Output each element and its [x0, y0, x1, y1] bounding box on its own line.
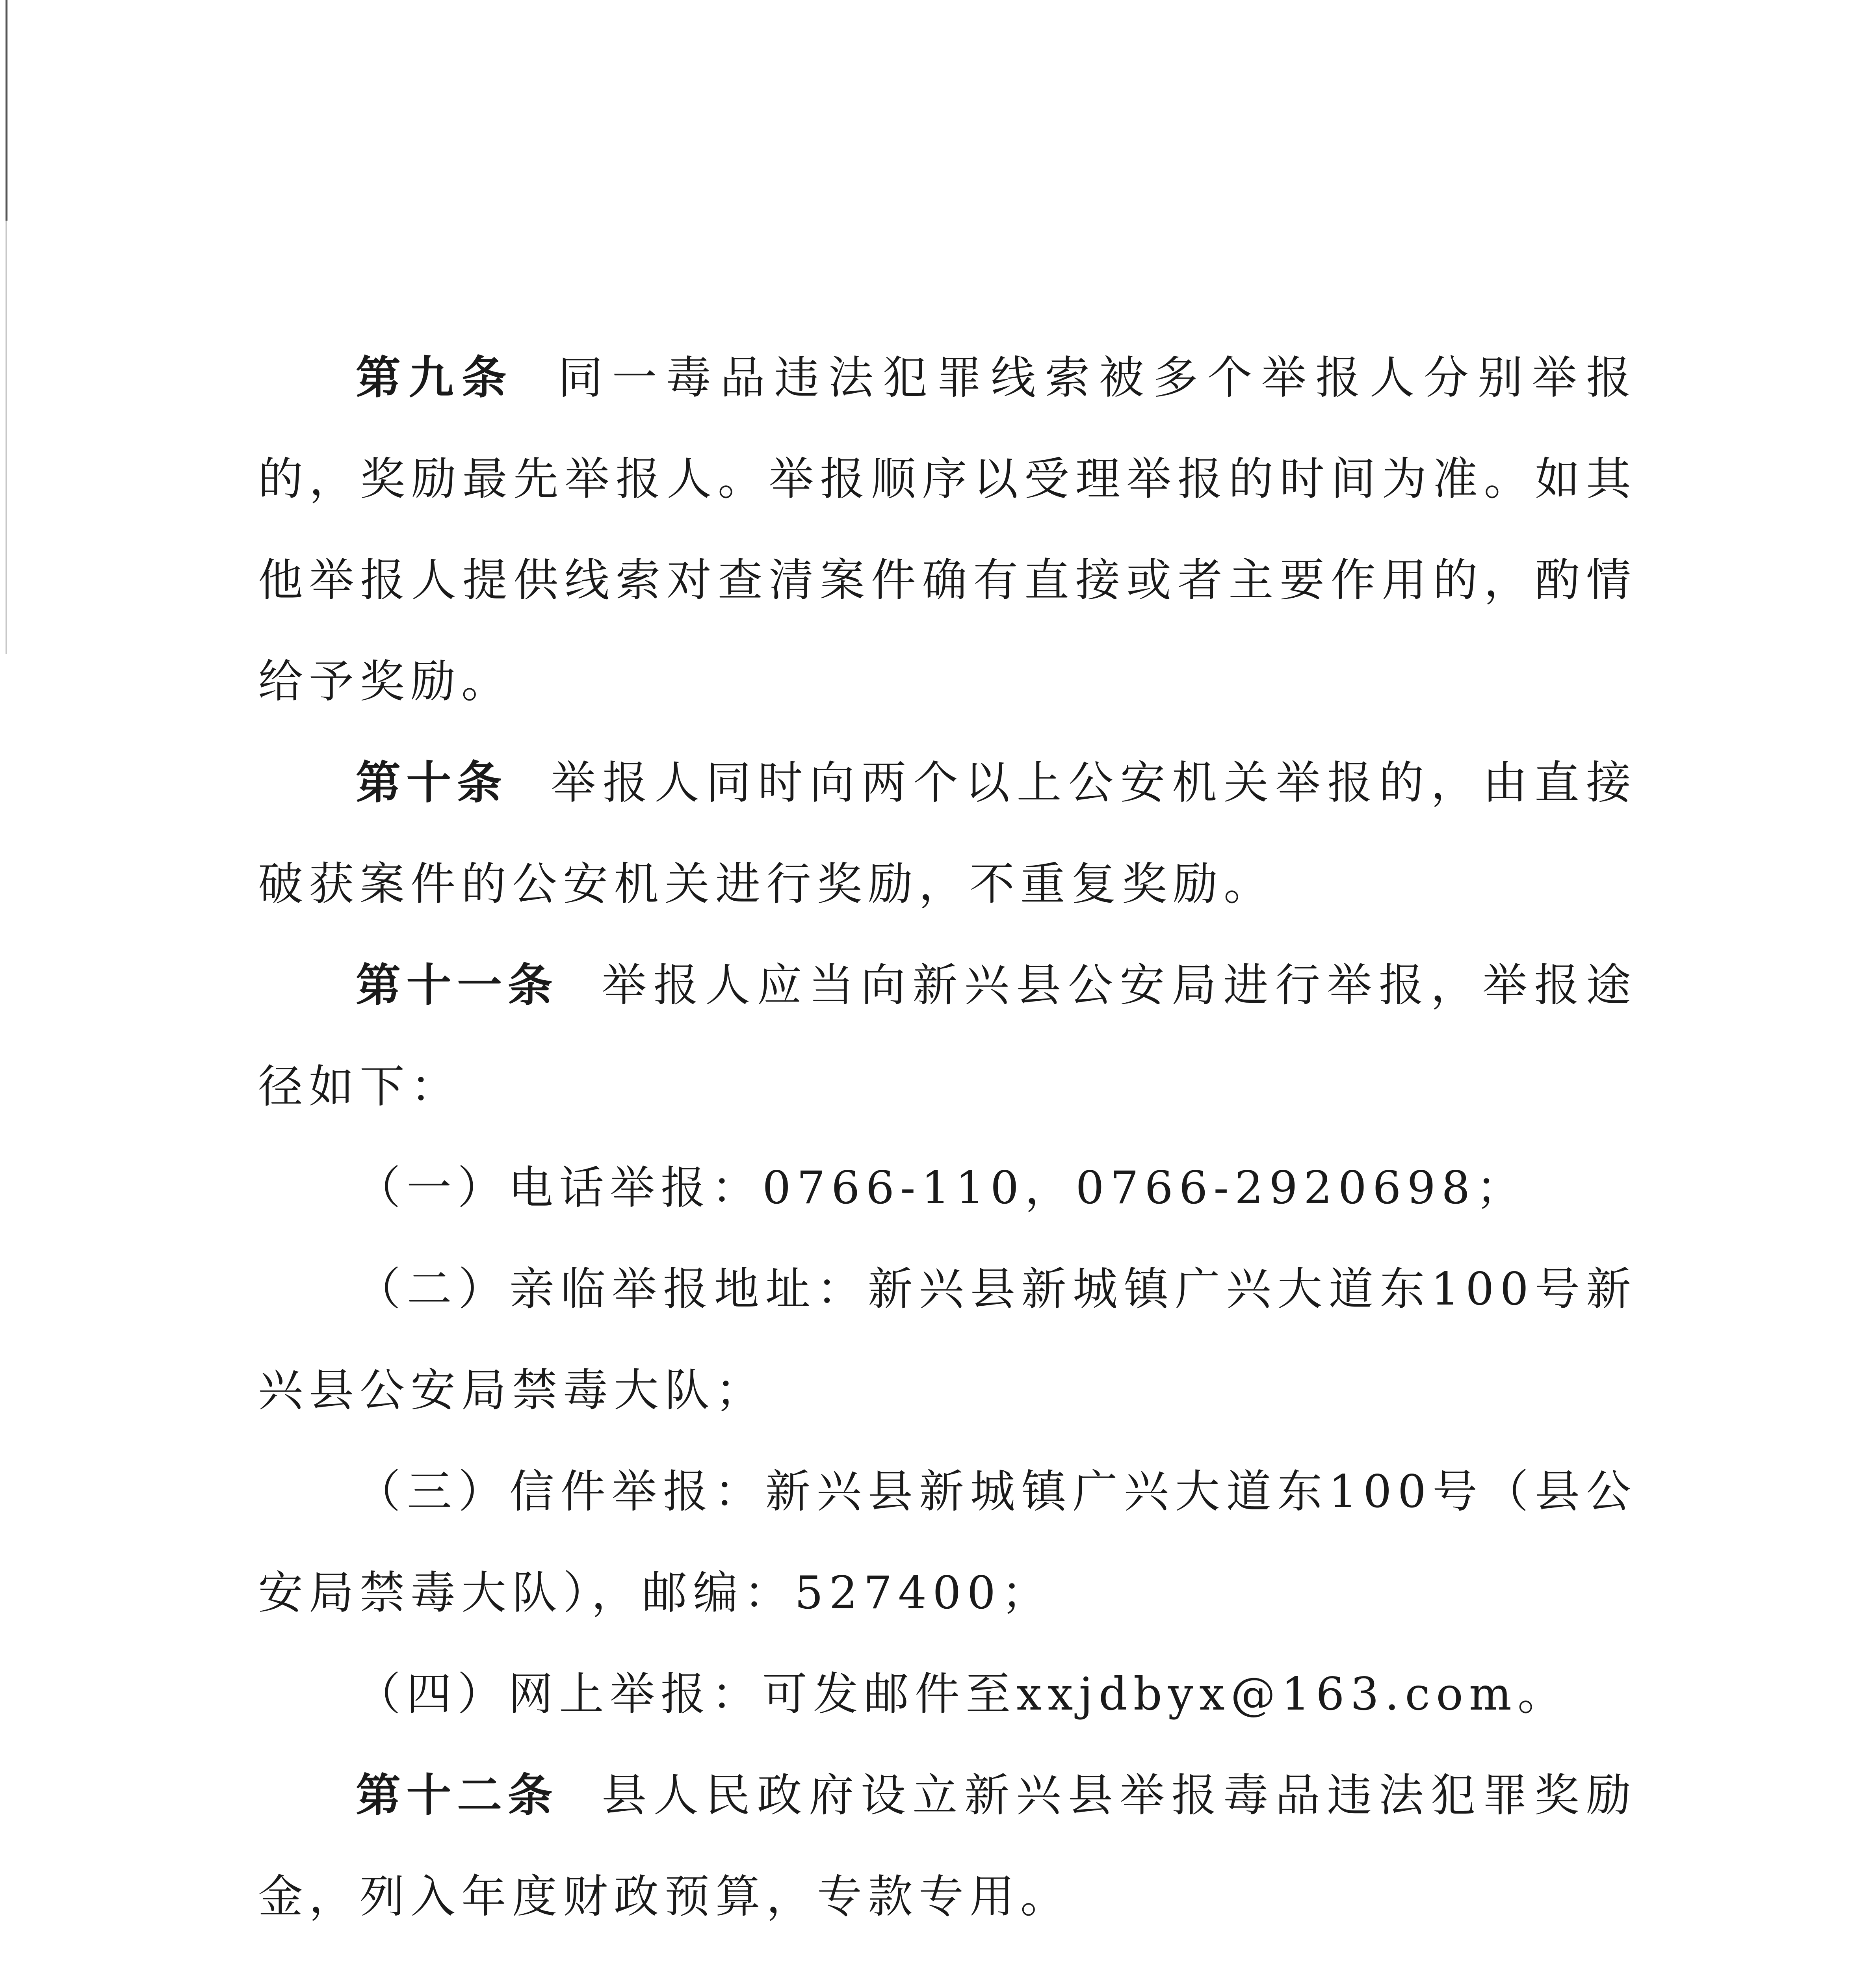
article-heading: 第十一条: [356, 959, 559, 1011]
report-method-letter: [258, 1441, 1637, 1643]
document-body: [258, 327, 1637, 1970]
article-text: 举报人同时向两个以上公安机关举报的，由直接破获案件的公安机关进行奖励，不重复奖励。: [258, 756, 1637, 910]
article-11: [258, 935, 1637, 1137]
article-text: 举报人应当向新兴县公安局进行举报，举报途径如下：: [258, 959, 1637, 1113]
article-13: [258, 1947, 1637, 1970]
article-text: 县人民政府设立新兴县举报毒品违法犯罪奖励金，列入年度财政预算，专款专用。: [258, 1769, 1637, 1923]
article-12: [258, 1745, 1637, 1947]
article-9: [258, 327, 1637, 732]
article-heading: 第十条: [356, 756, 508, 809]
report-method-phone: [258, 1137, 1637, 1238]
list-item-text: （三）信件举报：新兴县新城镇广兴大道东100号（县公安局禁毒大队），邮编：527400；: [258, 1465, 1637, 1619]
page-edge-line: [6, 0, 7, 221]
article-heading: 第九条: [356, 351, 515, 404]
report-method-online: [258, 1643, 1637, 1745]
list-item-text: （一）电话举报：0766-110，0766-2920698；: [356, 1162, 1527, 1214]
list-item-text: （二）亲临举报地址：新兴县新城镇广兴大道东100号新兴县公安局禁毒大队；: [258, 1263, 1637, 1416]
article-heading: 第十二条: [356, 1769, 559, 1821]
page-edge-line-faint: [6, 221, 7, 654]
list-item-text: （四）网上举报：可发邮件至xxjdbyx@163.com。: [356, 1668, 1568, 1720]
report-method-visit: [258, 1238, 1637, 1441]
article-10: [258, 732, 1637, 935]
article-text: 同一毒品违法犯罪线索被多个举报人分别举报的，奖励最先举报人。举报顺序以受理举报的时间为准。如其他举报人提供线索对查清案件确有直接或者主要作用的，酌情给予奖励。: [258, 351, 1637, 708]
